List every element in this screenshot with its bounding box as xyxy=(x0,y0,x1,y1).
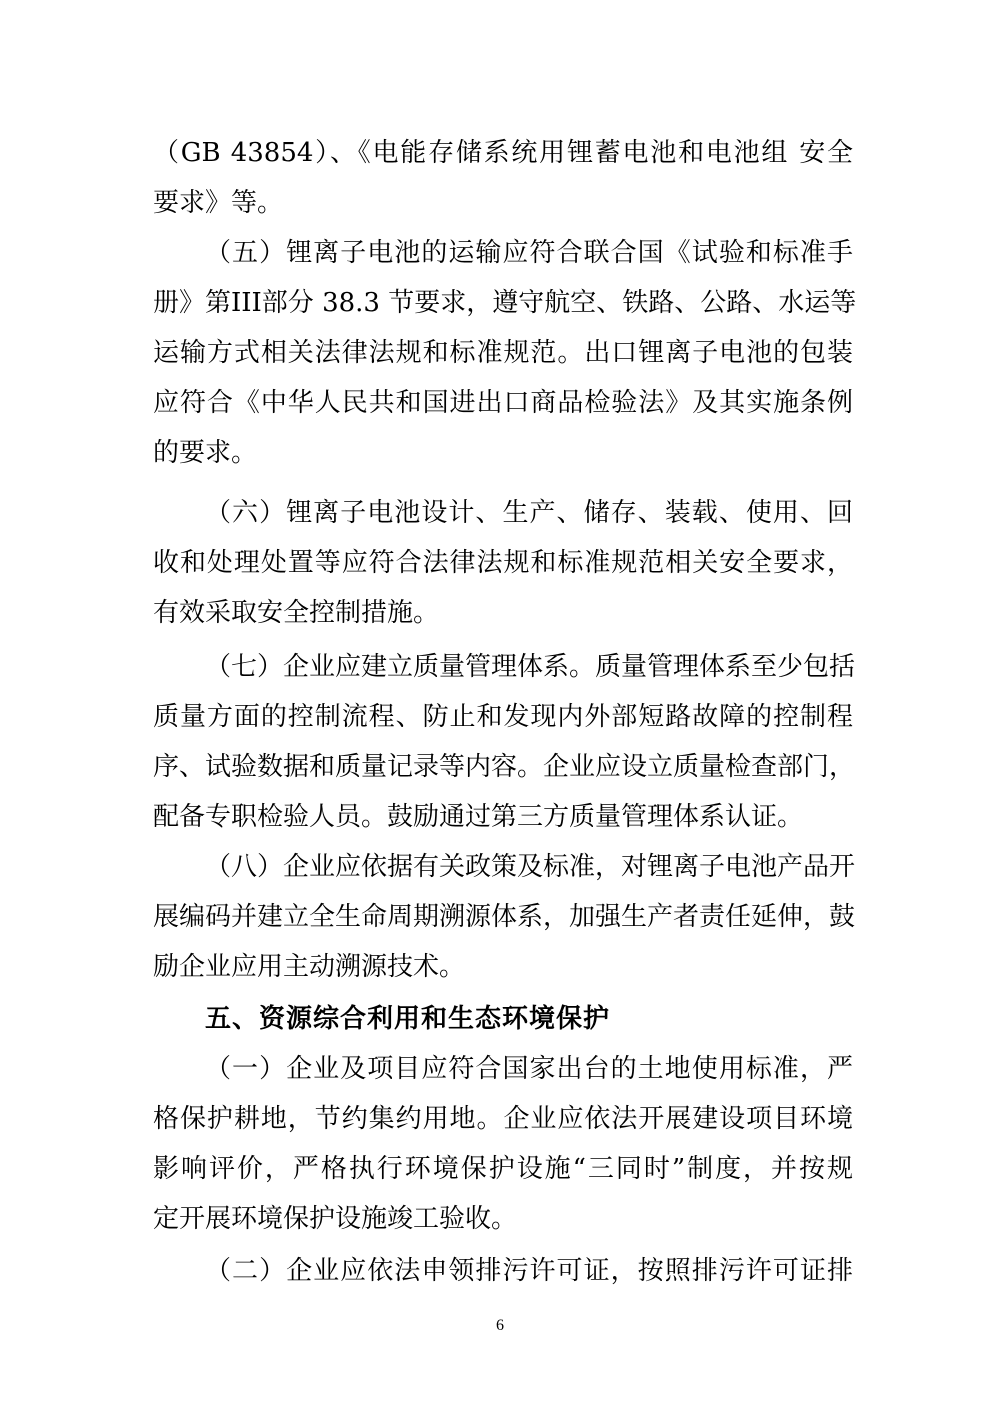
text-line: 有效采取安全控制措施。 xyxy=(153,598,440,628)
text-line: 定开展环境保护设施竣工验收。 xyxy=(153,1204,518,1234)
text-line: 配备专职检验人员。鼓励通过第三方质量管理体系认证。 xyxy=(153,802,804,832)
text-line: 格保护耕地，节约集约用地。企业应依法开展建设项目环境 xyxy=(153,1104,853,1134)
text-line: 展编码并建立全生命周期溯源体系，加强生产者责任延伸，鼓 xyxy=(153,902,856,932)
paragraph-start-line: （一）企业及项目应符合国家出台的土地使用标准，严 xyxy=(205,1054,853,1084)
text-line: 励企业应用主动溯源技术。 xyxy=(153,952,466,982)
text-line: 影响评价，严格执行环境保护设施“三同时”制度，并按规 xyxy=(153,1154,853,1184)
paragraph-start-line: （二）企业应依法申领排污许可证，按照排污许可证排 xyxy=(205,1256,853,1286)
text-line: 要求》等。 xyxy=(153,188,284,218)
text-line: 收和处理处置等应符合法律法规和标准规范相关安全要求， xyxy=(153,548,853,578)
text-line: 运输方式相关法律法规和标准规范。出口锂离子电池的包装 xyxy=(153,338,853,368)
paragraph-start-line: （七）企业应建立质量管理体系。质量管理体系至少包括 xyxy=(205,652,856,682)
text-line: 序、试验数据和质量记录等内容。企业应设立质量检查部门， xyxy=(153,752,856,782)
page-number: 6 xyxy=(496,1317,504,1334)
paragraph-start-line: （六）锂离子电池设计、生产、储存、装载、使用、回 xyxy=(205,498,853,528)
text-line: 应符合《中华人民共和国进出口商品检验法》及其实施条例 xyxy=(153,388,853,418)
paragraph-start-line: （八）企业应依据有关政策及标准，对锂离子电池产品开 xyxy=(205,852,856,882)
text-line: 的要求。 xyxy=(153,438,258,468)
section-heading: 五、资源综合利用和生态环境保护 xyxy=(205,1004,611,1034)
text-line: （GB 43854）、《电能存储系统用锂蓄电池和电池组 安全 xyxy=(153,138,853,168)
text-line: 质量方面的控制流程、防止和发现内外部短路故障的控制程 xyxy=(153,702,853,732)
text-line: 册》第III部分 38.3 节要求，遵守航空、铁路、公路、水运等 xyxy=(153,288,857,318)
paragraph-start-line: （五）锂离子电池的运输应符合联合国《试验和标准手 xyxy=(205,238,853,268)
